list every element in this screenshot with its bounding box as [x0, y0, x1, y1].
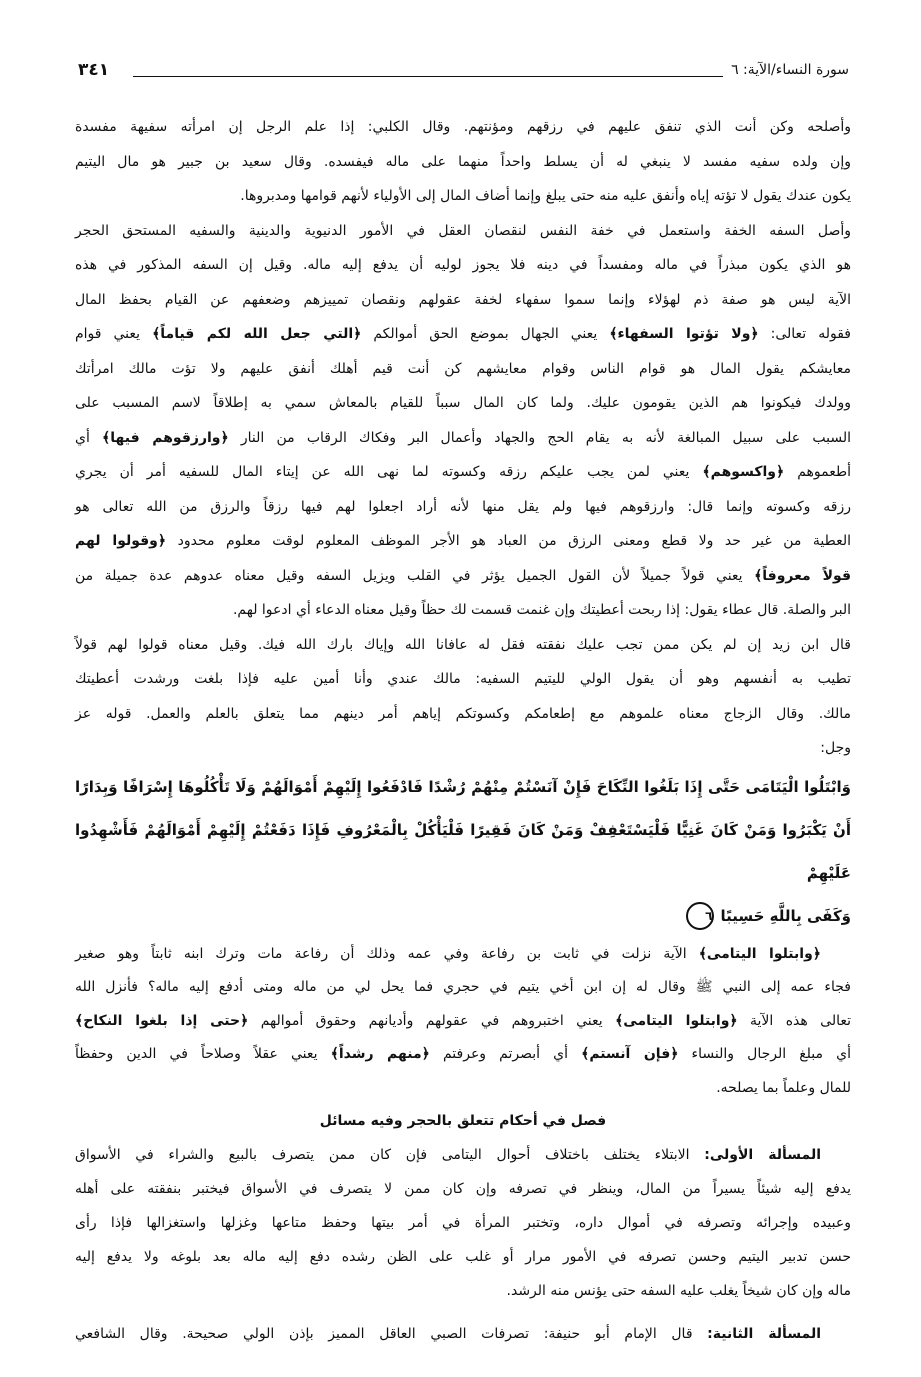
bold-quote: ﴿واكسوهم﴾: [702, 464, 785, 480]
text-run: أطعموهم: [784, 464, 852, 480]
text-line: [75, 662, 851, 697]
text-run: يعني الجهال بموضع الحق أموالكم: [361, 326, 610, 342]
text-run: البر والصلة. قال عطاء يقول: إذا ربحت أعطيتك وإن غنمت قسمت لك حظاً وقيل معناه الدعاء أي ادعوا لهم.: [232, 602, 851, 618]
text-run: حسن تدبير اليتيم وحسن تصرفه في الأمور مرار أو غلب على الظن رشده دفع إليه ماله بعد بلوغه ولا يدفع إليه: [75, 1249, 851, 1265]
text-run: يكون عندك يقول لا تؤته إياه وأنفق عليه منه حتى يبلغ وإنما أضاف المال إلى الأولياء لأنهم قوامها ومدبروها.: [240, 188, 851, 204]
text-run: يعني عقلاً وصلاحاً في الدين وحفظاً: [75, 1046, 331, 1062]
text-line: [75, 421, 851, 456]
text-run: العطية من غير حد ولا قطع ومعنى الرزق من العباد هو الأجر الموظف المعلوم لوقت معلوم محدود: [166, 533, 851, 549]
header-rule: [133, 76, 723, 77]
quran-verse-line: [75, 895, 851, 938]
text-line: [75, 731, 851, 766]
text-run: الآية ليس هو صفة ذم لهؤلاء وإنما سموا سفهاء لخفة عقولهم ونقصان تمييزهم وضعفهم عن القيام بحفظ المال: [75, 291, 851, 308]
text-line: [75, 628, 851, 663]
bold-quote: ﴿فإن آنستم﴾: [581, 1046, 679, 1062]
quran-verse-line: [75, 766, 851, 809]
bold-quote: ﴿وقولوا لهم: [75, 533, 167, 549]
text-run: تعالى هذه الآية: [737, 1012, 852, 1029]
text-run: وعبيده وإجرائه وتصرفه في أموال داره، وتختبر المرأة في أمر بيتها وحفظ متاعها وغزلها واستغزالها فإذا رأى: [75, 1215, 851, 1231]
text-run: ماله وإن كان شيخاً يغلب عليه السفه حتى يؤنس منه الرشد.: [506, 1283, 851, 1299]
text-run: قال الإمام أبو حنيفة: تصرفات الصبي العاقل المميز بإذن الولي صحيحة. وقال الشافعي: [75, 1326, 708, 1342]
text-run: الآية نزلت في ثابت بن رفاعة وفي عمه وذلك أن رفاعة مات وترك ابنه ثابتاً وهو صغير: [75, 945, 699, 962]
text-run: السبب على سبيل المبالغة لأنه به يقام الحج والجهاد وأعمال البر وفكاك الرقاب من النار: [228, 429, 851, 446]
tafsir-line: [75, 971, 851, 1005]
text-run: تطيب به أنفسهم وهو أن يقول الولي لليتيم السفيه: مالك عندي وأنا أمين عليه فإذا بلغت ورشدت أعطيتك: [75, 671, 851, 687]
text-line: [75, 455, 851, 490]
text-run: يعني لمن يجب عليكم رزقه وكسوته لما نهى الله عن إيتاء المال للسفيه أمر أن يجري: [75, 464, 703, 480]
text-run: يدفع إليه شيئاً يسيراً من المال، وينظر في تصرفه وإن كان ممن لا يتصرف في الأسواق فيختبر بنفقته على أهله: [75, 1181, 851, 1197]
text-run: أي أبصرتم وعرفتم: [429, 1046, 582, 1062]
section-heading: فصل في أحكام تتعلق بالحجر وفيه مسائل: [319, 1113, 607, 1129]
ayah-number-marker: ٦: [686, 902, 714, 930]
text-line: [75, 386, 851, 421]
bold-quote: قولاً معروفاً﴾: [754, 567, 852, 584]
running-header-title: سورة النساء/الآية: ٦: [731, 62, 849, 78]
text-run: للمال وعلماً بما يصلحه.: [716, 1079, 851, 1096]
text-run: فقوله تعالى:: [758, 326, 851, 342]
text-line: [75, 248, 851, 283]
text-line: [75, 593, 851, 628]
text-run: فجاء عمه إلى النبي ﷺ وقال له إن ابن أخي يتيم في حجري فما يحل لي من ماله ومتى أدفع إليه ماله؟ فأنزل الله: [75, 979, 851, 995]
masala-line: [75, 1240, 851, 1274]
masala-line: [75, 1206, 851, 1240]
text-line: [75, 490, 851, 525]
bold-quote: ﴿وارزقوهم فيها﴾: [102, 429, 229, 446]
text-line: [75, 352, 851, 387]
tafsir-line: [75, 938, 851, 972]
text-run: معايشكم يقول المال هو قوام الناس وقوام معايشهم كن أنت قيم أهلك أنفق عليهم ولا تؤت مالك امرأتك: [75, 360, 851, 377]
masala-line: [75, 1317, 851, 1351]
text-run: وجل:: [820, 740, 851, 756]
text-run: وَابْتَلُوا الْيَتَامَى حَتَّى إِذَا بَلَغُوا النِّكَاحَ فَإِنْ آنَسْتُمْ مِنْهُمْ رُشْدًا فَادْفَعُوا إِلَيْهِمْ أَمْوَالَهُمْ وَلَا تَأْكُلُوهَا إِسْرَافًا وَبِدَارًا: [75, 777, 851, 796]
tafsir-line: [75, 1005, 851, 1039]
bold-quote: ﴿حتى إذا بلغوا النكاح﴾: [75, 1012, 249, 1029]
text-run: أي: [75, 429, 103, 446]
text-line: [75, 110, 851, 145]
bold-quote: ﴿وابتلوا اليتامى﴾: [615, 1012, 738, 1029]
page-body: [75, 110, 851, 1351]
bold-quote: ﴿منهم رشداً﴾: [330, 1046, 430, 1062]
text-run: وَكَفَى بِاللَّهِ حَسِيبًا: [720, 906, 851, 925]
text-run: أي مبلغ الرجال والنساء: [678, 1046, 851, 1062]
text-line: [75, 179, 851, 214]
tafsir-line: [75, 1038, 851, 1072]
text-run: رزقه وكسوته وإنما قال: وارزقوهم فيها ولم يقل منها لأنه أراد اجعلوا لهم فيها رزقاً والرزق من الله تعالى هو: [75, 498, 851, 515]
text-run: يعني اختبروهم في عقولهم وأديانهم وحقوق أموالهم: [248, 1012, 616, 1029]
text-run: أَنْ يَكْبَرُوا وَمَنْ كَانَ غَنِيًّا فَلْيَسْتَعْفِفْ وَمَنْ كَانَ فَقِيرًا فَلْيَأْكُلْ بِالْمَعْرُوفِ فَإِذَا دَفَعْتُمْ إِلَيْهِمْ أَمْوَالَهُمْ فَأَشْهِدُوا عَلَيْهِمْ: [75, 820, 851, 882]
bold-quote: ﴿ولا تؤتوا السفهاء﴾: [609, 326, 759, 342]
text-run: يعني قوام: [75, 326, 153, 342]
text-line: [75, 559, 851, 594]
bold-quote: المسألة الثانية:: [707, 1326, 822, 1342]
bold-quote: ﴿وابتلوا اليتامى﴾: [698, 945, 821, 962]
masala-line: [75, 1138, 851, 1172]
text-line: [75, 524, 851, 559]
text-run: قال ابن زيد إن لم يكن ممن تجب عليك نفقته فقل له عافانا الله وإياك بارك الله فيك. وقيل معناه قولوا لهم قولاً: [75, 636, 851, 653]
text-run: وإن ولده سفيه مفسد لا ينبغي له أن يسلط واحداً منهما على ماله فيفسده. وقال سعيد بن جبير هو مال اليتيم: [75, 153, 851, 170]
text-line: [75, 283, 851, 318]
quran-verse-line: [75, 809, 851, 895]
masala-line: [75, 1274, 851, 1308]
text-run: وولدك فيكونوا هم الذين يقومون عليك. ولما كان المال سبباً للقيام بالمعاش سمي به إطلاقاً لاسم المسبب على: [75, 395, 851, 411]
text-run: وأصل السفه الخفة واستعمل في خفة النفس لنقصان العقل في الأمور الدنيوية والدينية والسفيه المستحق الحجر: [75, 222, 851, 239]
page-number: ٣٤١: [78, 60, 110, 80]
text-line: [75, 317, 851, 352]
text-run: الابتلاء يختلف باختلاف أحوال اليتامى فإن كان ممن يتصرف بالبيع والشراء في الأسواق: [75, 1147, 705, 1163]
text-run: يعني قولاً جميلاً لأن القول الجميل يؤثر في القلب ويزيل السفه وقيل معناه عدوهم عدة جميلة من: [75, 567, 755, 584]
bold-quote: ﴿التي جعل الله لكم قياماً﴾: [152, 326, 362, 342]
text-line: [75, 214, 851, 249]
text-line: [75, 697, 851, 732]
text-line: [75, 145, 851, 180]
bold-quote: المسألة الأولى:: [704, 1147, 821, 1163]
tafsir-line: [75, 1072, 851, 1106]
text-run: وأصلحه وكن أنت الذي تنفق عليهم في رزقهم ومؤنتهم. وقال الكلبي: إذا علم الرجل إن امرأته سفيهة مفسدة: [75, 119, 851, 135]
text-run: مالك. وقال الزجاج معناه علموهم مع إطعامكم وكسوتكم إياهم أمر دينهم مما يتعلق بالعلم والعمل. قوله عز: [75, 705, 851, 722]
masala-line: [75, 1172, 851, 1206]
text-run: هو الذي يكون مبذراً في ماله ومفسداً في دينه فلا يجوز لوليه أن يدفع إليه ماله. وقيل إن السفه المذكور في هذه: [75, 257, 851, 273]
